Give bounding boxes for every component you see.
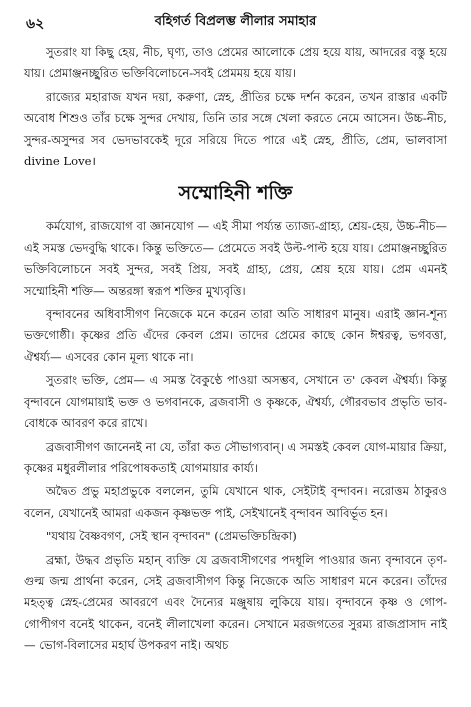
paragraph: কর্মযোগ, রাজযোগ বা জ্ঞানযোগ — এই সীমা পর্য্যন্ত ত্যাজ্য-গ্রাহ্য, শ্রেয়-হেয়, উচ্চ-নীচ— এই সমস্ত ভেদবুদ্ধি থাকে। কিন্তু ভক্তিতে— প্রেমেতে সবই উল্ট-পাল্ট হয়ে যায়। প্রেমাঞ্জনচ্ছুরিত ভক্তিবিলোচনে সবই সুন্দর, সবই প্রিয়, সবই গ্রাহ্য, প্রেয়, শ্রেয় হয়ে যায়। প্রেম এমনই সম্মোহিনী শক্তি— অন্তরঙ্গা স্বরূপ শক্তির মুখ্যবৃত্তি। <box>24 219 447 298</box>
page-number: ৬২ <box>26 16 45 32</box>
page-header <box>26 12 445 32</box>
paragraph: বৃন্দাবনের অধিবাসীগণ নিজেকে মনে করেন তারা অতি সাধারণ মানুষ। এরাই জ্ঞান-শূন্য ভক্তগোষ্ঠী। কৃষ্ণের প্রতি এঁদের কেবল প্রেম। তাদের প্রেমের কাছে কোন ঈশ্বরত্ব, ভগবত্তা, ঐশ্বর্য্য— এসবের কোন মূল্য থাকে না। <box>24 307 447 364</box>
paragraph: সুতরাং যা কিছু হেয়, নীচ, ঘৃণ্য, তাও প্রেমের আলোকে প্রেয় হয়ে যায়, আদরের বস্তু হয়ে যায়। প্রেমাঞ্জনচ্ছুরিত ভক্তিবিলোচনে-সবই প্রেমময় হয়ে যায়। <box>24 45 447 81</box>
paragraph: রাজ্যের মহারাজ যখন দয়া, করুণা, স্নেহ, প্রীতির চক্ষে দর্শন করেন, তখন রাস্তার একটি অবোধ শিশুও তাঁর চক্ষে সুন্দর দেখায়, তিনি তার সঙ্গে খেলা করতে নেমে আসেন। উচ্চ-নীচ, সুন্দর-অসুন্দর সব ভেদভাবকেই দূরে সরিয়ে দিতে পারে এই স্নেহ, প্রীতি, প্রেম, ভালবাসা divine Love। <box>24 89 447 169</box>
page-body <box>24 42 447 659</box>
paragraph: অদ্বৈত প্রভু মহাপ্রভুকে বললেন, তুমি যেখানে থাক, সেইটাই বৃন্দাবন। নরোত্তম ঠাকুরও বলেন, যেখানেই আমরা একজন কৃষ্ণভক্ত পাই, সেইখানেই বৃন্দাবন আবির্ভূত হন। <box>24 484 447 520</box>
quotation: "যথায় বৈষ্ণবগণ, সেই স্থান বৃন্দাবন" (প্রেমভক্তিচন্দ্রিকা) <box>46 529 297 544</box>
section-heading: সম্মোহিনী শক্তি <box>178 182 293 205</box>
paragraph: ব্রহ্মা, উদ্ধব প্রভৃতি মহান্ ব্যক্তি যে ব্রজবাসীগণের পদধূলি পাওয়ার জন্য বৃন্দাবনে তৃণ-গুল্ম জন্ম প্রার্থনা করেন, সেই ব্রজবাসীগণ কিন্তু নিজেকে অতি সাধারণ মনে করেন। তাঁদের মহত্ত্ব স্নেহ-প্রেমের আবরণে এবং দৈন্যের মঞ্জুষায় লুকিয়ে যায়। বৃন্দাবনে কৃষ্ণ ও গোপ-গোপীগণ বনেই থাকেন, বনেই লীলাখেলা করেন। সেখানে মরজগতের সুরম্য রাজপ্রাসাদ নাই— ভোগ-বিলাসের মহার্ঘ উপকরণ নাই। অথচ <box>24 552 447 653</box>
paragraph: ব্রজবাসীগণ জানেনই না যে, তাঁরা কত সৌভাগ্যবান্। এ সমস্তই কেবল যোগ-মায়ার ক্রিয়া, কৃষ্ণের মধুরলীলার পরিপোষকতাই যোগমায়ার কার্য্য। <box>24 439 448 475</box>
running-title: বহিগর্ত বিপ্রলম্ভ লীলার সমাহার <box>154 14 317 29</box>
paragraph: সুতরাং ভক্তি, প্রেম— এ সমস্ত বৈকুণ্ঠে পাওয়া অসম্ভব, সেখানে ত' কেবল ঐশ্বর্য্য। কিন্তু বৃন্দাবনে যোগমায়াই ভক্ত ও ভগবানকে, ব্রজবাসী ও কৃষ্ণকে, ঐশ্বর্য্য, গৌরবভাব প্রভৃতি ভাব-বোধকে আবরণ করে রাখে। <box>24 373 447 431</box>
